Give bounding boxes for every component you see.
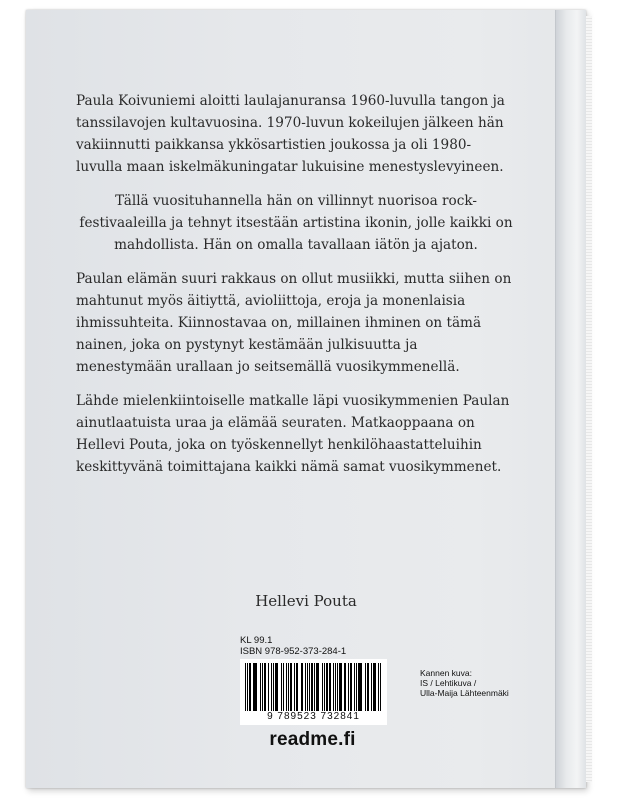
barcode-bar (262, 663, 263, 711)
barcode-block (240, 635, 385, 751)
barcode-bar (333, 663, 334, 711)
barcode-bar (348, 663, 349, 711)
barcode-bar (254, 663, 257, 711)
barcode-bar (316, 663, 319, 711)
barcode-bar (281, 663, 282, 711)
barcode-bar (273, 663, 274, 711)
barcode-bar (337, 663, 338, 711)
barcode-bar (335, 663, 336, 711)
barcode-bar (358, 663, 359, 711)
barcode-bar (264, 663, 266, 711)
barcode-bars (245, 663, 382, 711)
barcode-bar (247, 663, 248, 711)
barcode-bar (307, 663, 308, 711)
barcode-bar (305, 663, 306, 711)
barcode-bar (322, 663, 323, 711)
barcode-bar (339, 663, 342, 711)
barcode-bar (290, 663, 292, 711)
barcode-bar (378, 663, 379, 711)
barcode-bar (326, 663, 328, 711)
page-edges (586, 16, 592, 782)
classification-code: KL 99.1 (240, 635, 273, 646)
barcode-bar (365, 663, 366, 711)
barcode-bar (374, 663, 376, 711)
barcode-bar (359, 663, 362, 711)
barcode-bar (301, 663, 303, 711)
publisher-logo: readme.fi (269, 729, 356, 750)
barcode-bar (249, 663, 251, 711)
barcode (240, 659, 387, 725)
barcode-bar (356, 663, 357, 711)
blurb-paragraph-2: Tällä vuosituhannella hän on villinnyt nuorisoa rock-festivaaleilla ja tehnyt itsestään artistina ikonin, jolle kaikki on mahdollista. Hän on omalla tavallaan iätön ja ajaton. (79, 193, 513, 253)
cover-credit-line-1: IS / Lehtikuva / (420, 678, 477, 688)
barcode-bar (373, 663, 374, 711)
cover-credit-label: Kannen kuva: (420, 668, 472, 678)
barcode-bar (294, 663, 295, 711)
barcode-bar (286, 663, 287, 711)
barcode-bar (283, 663, 285, 711)
barcode-bar (288, 663, 289, 711)
barcode-bar (329, 663, 331, 711)
barcode-bar (371, 663, 372, 711)
barcode-bar (324, 663, 325, 711)
barcode-bar (367, 663, 369, 711)
barcode-bar (380, 663, 381, 711)
barcode-bar (350, 663, 352, 711)
barcode-bar (296, 663, 299, 711)
barcode-bar (314, 663, 315, 711)
blurb-paragraph-4: Lähde mielenkiintoiselle matkalle läpi vuosikymmenien Paulan ainutlaatuista uraa ja elämää seuraten. Matkaoppaana on Hellevi Pouta, joka on työskennellyt henkilöhaastatteluihin keskittyvänä toimittajana kaikki nämä samat vuosikymmenet. (76, 393, 510, 475)
book-back-cover (26, 10, 586, 788)
cover-credit (420, 668, 509, 698)
barcode-bar (309, 663, 310, 711)
barcode-bar (260, 663, 261, 711)
barcode-bar (245, 663, 246, 711)
isbn-text: ISBN 978-952-373-284-1 (240, 646, 347, 657)
barcode-bar (311, 663, 313, 711)
barcode-bar (354, 663, 355, 711)
blurb-paragraph-3: Paulan elämän suuri rakkaus on ollut musiikki, mutta siihen on mahtunut myös äitiyttä, avioliittoja, eroja ja monenlaisia ihmissuhteita. Kiinnostavaa on, millainen ihminen on tämä nainen, joka on pystynyt kestämään julkisuutta ja menestymään urallaan jo seitsemällä vuosikymmenellä. (76, 271, 512, 375)
barcode-bar (344, 663, 346, 711)
blurb-text (76, 90, 516, 490)
barcode-bar (253, 663, 254, 711)
author-name: Hellevi Pouta (255, 592, 357, 610)
cover-credit-line-2: Ulla-Maija Lähteenmäki (420, 688, 509, 698)
book-edge (555, 10, 586, 788)
barcode-bar (271, 663, 272, 711)
barcode-bar (268, 663, 270, 711)
blurb-paragraph-1: Paula Koivuniemi aloitti laulajanuransa 1960-luvulla tangon ja tanssilavojen kultavuosina. 1970-luvun kokeilujen jälkeen hän vakiinnutti paikkansa ykkösartistien joukossa ja oli 1980-luvulla maan iskelmäkuningatar lukuisine menestyslevyineen. (76, 93, 505, 175)
barcode-bar (275, 663, 278, 711)
barcode-digits: 9 789523 732841 (267, 711, 360, 722)
